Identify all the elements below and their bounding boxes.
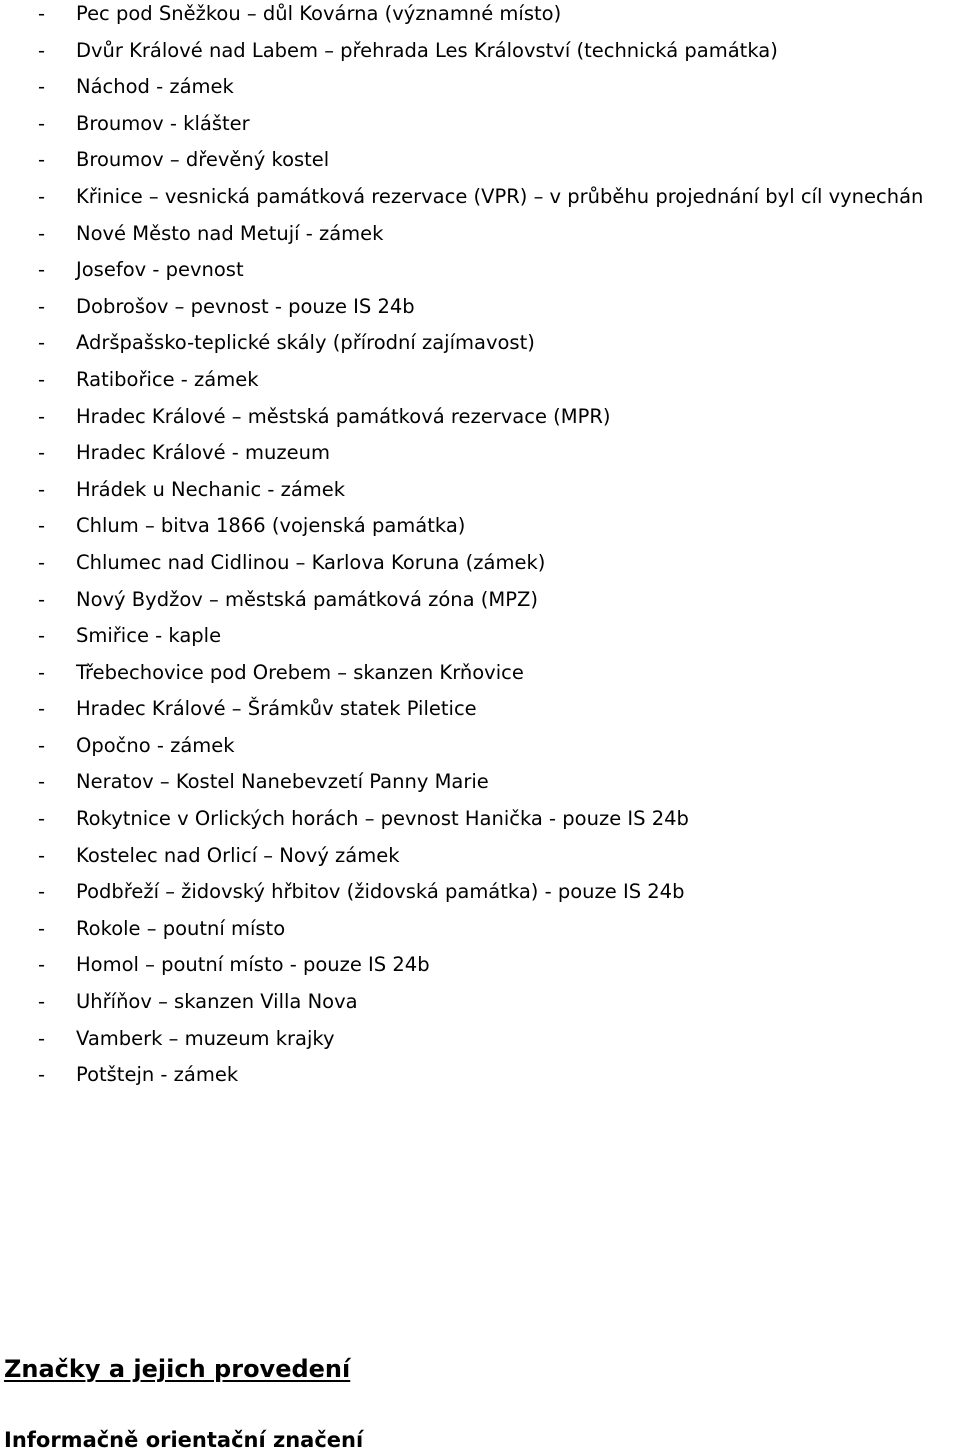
list-item-text: Chlum – bitva 1866 (vojenská památka) — [76, 514, 466, 538]
list-item-text: Smiřice - kaple — [76, 624, 222, 648]
list-item-text: Broumov - klášter — [76, 111, 250, 135]
list-item-text: Chlumec nad Cidlinou – Karlova Koruna (zámek) — [76, 550, 546, 574]
list-item — [0, 1025, 960, 1062]
list-item-text: Josefov - pevnost — [76, 258, 244, 282]
list-item — [0, 805, 960, 842]
list-bullet: - — [38, 624, 46, 648]
list-item — [0, 732, 960, 769]
list-item-text: Uhříňov – skanzen Villa Nova — [76, 990, 358, 1014]
list-item — [0, 293, 960, 330]
list-bullet: - — [38, 441, 46, 465]
list-item-text: Hradec Králové - muzeum — [76, 441, 330, 465]
list-item — [0, 915, 960, 952]
list-item — [0, 183, 960, 220]
list-item — [0, 659, 960, 696]
list-bullet: - — [38, 587, 46, 611]
list-item — [0, 476, 960, 513]
list-item — [0, 988, 960, 1025]
list-item — [0, 403, 960, 440]
list-bullet: - — [38, 258, 46, 282]
list-item — [0, 586, 960, 623]
list-bullet: - — [38, 477, 46, 501]
list-item — [0, 842, 960, 879]
list-bullet: - — [38, 550, 46, 574]
list-bullet: - — [38, 184, 46, 208]
list-bullet: - — [38, 733, 46, 757]
list-item — [0, 37, 960, 74]
list-item-text: Pec pod Sněžkou – důl Kovárna (významné místo) — [76, 2, 562, 25]
list-item-text: Třebechovice pod Orebem – skanzen Krňovice — [76, 660, 524, 684]
list-item — [0, 0, 960, 37]
list-item-text: Opočno - zámek — [76, 733, 235, 757]
list-bullet: - — [38, 807, 46, 831]
list-item — [0, 695, 960, 732]
subsection-heading-orientation-signage: Informačně orientační značení — [4, 1428, 364, 1452]
list-bullet: - — [38, 2, 46, 25]
list-item — [0, 439, 960, 476]
list-item — [0, 146, 960, 183]
list-bullet: - — [38, 953, 46, 977]
list-bullet: - — [38, 843, 46, 867]
list-item — [0, 878, 960, 915]
list-item-text: Rokytnice v Orlických horách – pevnost Hanička - pouze IS 24b — [76, 807, 689, 831]
list-item-text: Rokole – poutní místo — [76, 916, 286, 940]
list-item-text: Dvůr Králové nad Labem – přehrada Les Království (technická památka) — [76, 38, 778, 62]
list-bullet: - — [38, 367, 46, 391]
list-bullet: - — [38, 294, 46, 318]
list-item — [0, 549, 960, 586]
list-item-text: Vamberk – muzeum krajky — [76, 1026, 335, 1050]
list-bullet: - — [38, 880, 46, 904]
list-item-text: Podbřeží – židovský hřbitov (židovská památka) - pouze IS 24b — [76, 880, 685, 904]
list-bullet: - — [38, 514, 46, 538]
list-bullet: - — [38, 331, 46, 355]
list-bullet: - — [38, 1063, 46, 1087]
list-bullet: - — [38, 148, 46, 172]
list-item-text: Neratov – Kostel Nanebevzetí Panny Marie — [76, 770, 489, 794]
list-item-text: Dobrošov – pevnost - pouze IS 24b — [76, 294, 415, 318]
list-item-text: Adršpašsko-teplické skály (přírodní zajímavost) — [76, 331, 535, 355]
list-item-text: Ratibořice - zámek — [76, 367, 259, 391]
list-item-text: Broumov – dřevěný kostel — [76, 148, 330, 172]
list-bullet: - — [38, 1026, 46, 1050]
list-item — [0, 1061, 960, 1098]
list-bullet: - — [38, 660, 46, 684]
list-bullet: - — [38, 111, 46, 135]
list-item — [0, 951, 960, 988]
list-item — [0, 512, 960, 549]
list-item — [0, 256, 960, 293]
list-item — [0, 110, 960, 147]
list-item-text: Homol – poutní místo - pouze IS 24b — [76, 953, 430, 977]
list-item-text: Kostelec nad Orlicí – Nový zámek — [76, 843, 400, 867]
section-heading-signs: Značky a jejich provedení — [4, 1355, 351, 1383]
list-item-text: Potštejn - zámek — [76, 1063, 239, 1087]
list-item — [0, 73, 960, 110]
list-item-text: Hrádek u Nechanic - zámek — [76, 477, 346, 501]
list-item-text: Náchod - zámek — [76, 75, 234, 99]
list-bullet: - — [38, 697, 46, 721]
list-bullet: - — [38, 38, 46, 62]
list-bullet: - — [38, 75, 46, 99]
list-bullet: - — [38, 990, 46, 1014]
list-item-text: Nové Město nad Metují - zámek — [76, 221, 384, 245]
list-bullet: - — [38, 916, 46, 940]
list-item — [0, 366, 960, 403]
list-item-text: Hradec Králové – Šrámkův statek Piletice — [76, 697, 477, 721]
list-item — [0, 622, 960, 659]
list-bullet: - — [38, 770, 46, 794]
list-item — [0, 329, 960, 366]
list-bullet: - — [38, 221, 46, 245]
list-item-text: Hradec Králové – městská památková rezervace (MPR) — [76, 404, 611, 428]
list-item-text: Nový Bydžov – městská památková zóna (MPZ) — [76, 587, 538, 611]
list-item — [0, 768, 960, 805]
list-bullet: - — [38, 404, 46, 428]
list-item-text: Křinice – vesnická památková rezervace (VPR) – v průběhu projednání byl cíl vynechán — [76, 184, 924, 208]
list-item — [0, 220, 960, 257]
